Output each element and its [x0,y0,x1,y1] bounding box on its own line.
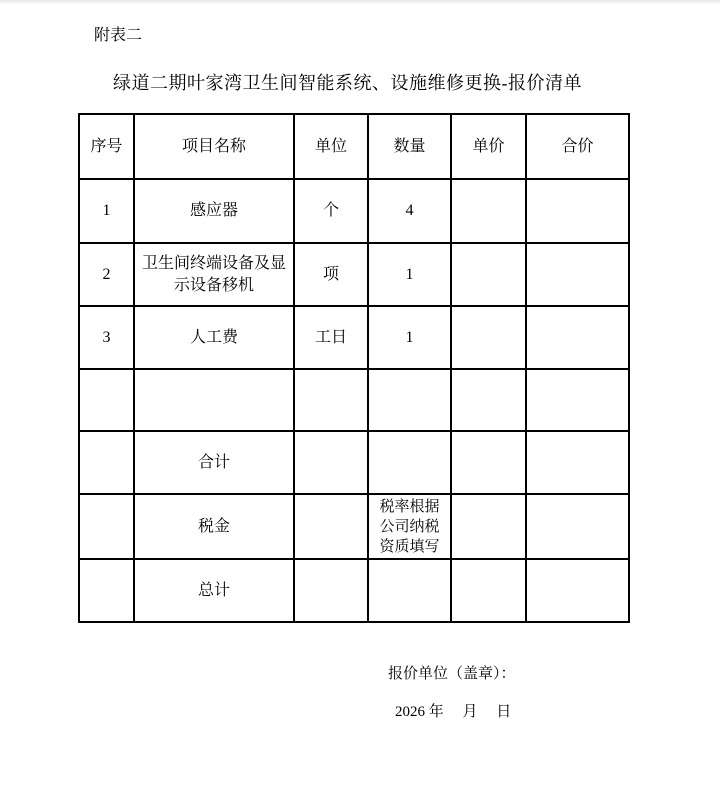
cell-quantity: 1 [368,243,451,306]
row-subtotal [79,431,629,494]
cell-item-name: 卫生间终端设备及显示设备移机 [134,243,294,306]
cell-unit: 工日 [294,306,368,369]
cell-unit-price [451,559,526,622]
cell-total-price [526,179,629,243]
cell-total-price [526,559,629,622]
cell-item-name [134,369,294,431]
cell-unit-price [451,306,526,369]
col-header-quantity: 数量 [368,114,451,179]
row-terminal-equipment [79,243,629,306]
date-line: 2026 年 月 日 [395,704,512,720]
cell-item-name: 税金 [134,494,294,559]
cell-seq [79,369,134,431]
cell-unit [294,494,368,559]
table-header-row [79,114,629,179]
signature-label: 报价单位（盖章）： [388,666,516,682]
row-labor-cost [79,306,629,369]
row-grand-total [79,559,629,622]
cell-total-price [526,243,629,306]
cell-total-price [526,431,629,494]
cell-quantity: 1 [368,306,451,369]
col-header-item-name: 项目名称 [134,114,294,179]
cell-quantity [368,559,451,622]
col-header-seq: 序号 [79,114,134,179]
col-header-unit: 单位 [294,114,368,179]
cell-item-name: 总计 [134,559,294,622]
col-header-total-price: 合价 [526,114,629,179]
tax-note-cell: 税率根据公司纳税资质填写 [368,494,451,559]
cell-seq [79,431,134,494]
cell-quantity [368,369,451,431]
cell-unit [294,431,368,494]
row-empty [79,369,629,431]
row-sensor [79,179,629,243]
cell-item-name: 合计 [134,431,294,494]
cell-unit [294,369,368,431]
cell-total-price [526,494,629,559]
cell-quantity [368,431,451,494]
cell-unit: 个 [294,179,368,243]
cell-seq: 3 [79,306,134,369]
col-header-unit-price: 单价 [451,114,526,179]
cell-unit-price [451,494,526,559]
cell-total-price [526,306,629,369]
quotation-table [78,113,630,623]
document-title: 绿道二期叶家湾卫生间智能系统、设施维修更换-报价清单 [113,73,582,93]
cell-quantity: 4 [368,179,451,243]
cell-item-name: 人工费 [134,306,294,369]
row-tax [79,494,629,559]
cell-unit [294,559,368,622]
cell-total-price [526,369,629,431]
cell-unit: 项 [294,243,368,306]
cell-item-name: 感应器 [134,179,294,243]
cell-unit-price [451,179,526,243]
cell-unit-price [451,243,526,306]
cell-seq [79,559,134,622]
cell-seq: 1 [79,179,134,243]
top-edge-shadow [0,0,720,5]
cell-unit-price [451,369,526,431]
cell-seq: 2 [79,243,134,306]
cell-unit-price [451,431,526,494]
appendix-label: 附表二 [94,27,143,44]
cell-seq [79,494,134,559]
